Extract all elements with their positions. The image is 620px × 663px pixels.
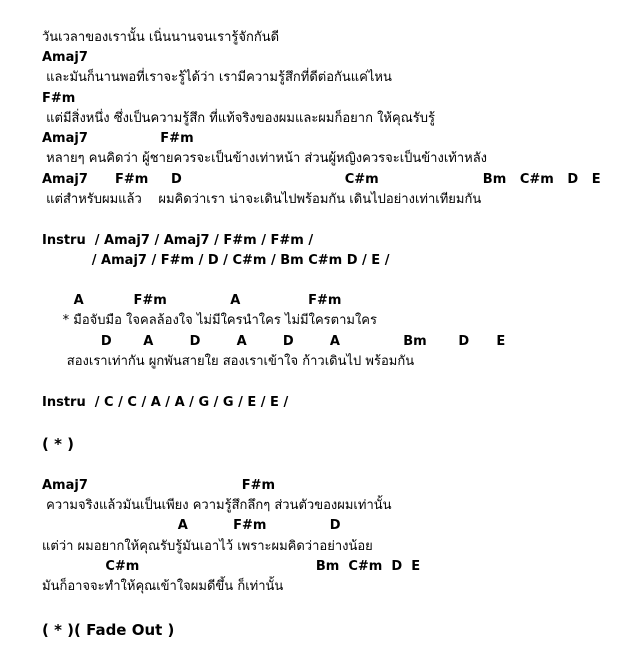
chord-line: Amaj7 F#m — [42, 131, 194, 146]
instrumental-line: / Amaj7 / F#m / D / C#m / Bm C#m D / E / — [42, 253, 390, 268]
lyric-line: ความจริงแล้วมันเป็นเพียง ความรู้สึกลึกๆ ส่วนตัวของผมเท่านั้น — [42, 498, 392, 513]
lyric-line: แต่ว่า ผมอยากให้คุณรับรู้มันเอาไว้ เพราะผมคิดว่าอย่างน้อย — [42, 539, 373, 554]
lyric-line: แต่มีสิ่งหนึ่ง ซึ่งเป็นความรู้สึก ที่แท้จริงของผมและผมก็อยาก ให้คุณรับรู้ — [42, 111, 435, 126]
chord-line: C#m Bm C#m D E — [42, 559, 421, 574]
fade-out-marker: ( * )( Fade Out ) — [42, 621, 175, 639]
instrumental-line: Instru / C / C / A / A / G / G / E / E / — [42, 395, 289, 410]
chord-line: A F#m A F#m — [42, 293, 342, 308]
lyric-line: แต่สำหรับผมแล้ว ผมคิดว่าเรา น่าจะเดินไปพร้อมกัน เดินไปอย่างเท่าเทียมกัน — [42, 192, 482, 207]
lyric-line: วันเวลาของเรานั้น เนิ่นนานจนเรารู้จักกันดี — [42, 30, 280, 45]
lyric-line: และมันก็นานพอที่เราจะรู้ได้ว่า เรามีความรู้สึกที่ดีต่อกันแค่ไหน — [42, 70, 392, 85]
chord-line: F#m — [42, 91, 76, 106]
chord-line: Amaj7 — [42, 50, 88, 65]
lyric-line: หลายๆ คนคิดว่า ผู้ชายควรจะเป็นข้างเท่าหน้า ส่วนผู้หญิงควรจะเป็นข้างเท้าหลัง — [42, 151, 488, 166]
chorus-lyric-line: * มือจับมือ ใจคลล้องใจ ไม่มีใครนำใคร ไม่มีใครตามใคร — [42, 313, 377, 328]
instrumental-line: Instru / Amaj7 / Amaj7 / F#m / F#m / — [42, 233, 314, 248]
chord-line: D A D A D A Bm D E — [42, 334, 506, 349]
lyric-line: มันก็อาจจะทำให้คุณเข้าใจผมดีขึ้น ก็เท่านั้น — [42, 579, 284, 594]
chord-line: Amaj7 F#m D C#m Bm C#m D E — [42, 172, 601, 187]
repeat-marker: ( * ) — [42, 435, 74, 453]
chord-line: A F#m D — [42, 518, 341, 533]
chord-line: Amaj7 F#m — [42, 478, 276, 493]
chorus-lyric-line: สองเราเท่ากัน ผูกพันสายใย สองเราเข้าใจ ก้าวเดินไป พร้อมกัน — [42, 354, 415, 369]
